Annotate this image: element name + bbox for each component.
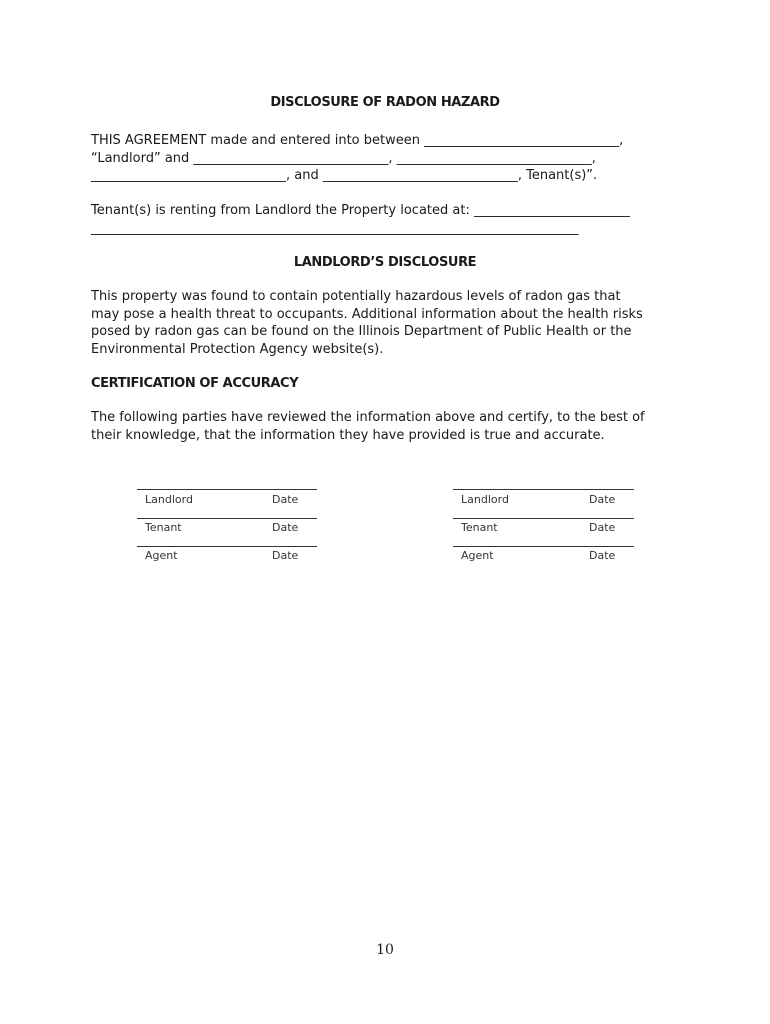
disclosure-paragraph <box>91 288 691 358</box>
disclosure-line: posed by radon gas can be found on the Illinois Department of Public Health or the <box>91 324 632 339</box>
certification-paragraph <box>91 409 691 444</box>
signature-role-label: Agent <box>461 549 494 562</box>
signature-line[interactable] <box>137 489 317 490</box>
signature-line[interactable] <box>453 518 634 519</box>
certification-line: their knowledge, that the information they have provided is true and accurate. <box>91 427 605 443</box>
signature-role-label: Agent <box>145 549 178 562</box>
disclosure-line: may pose a health threat to occupants. Additional information about the health risks <box>91 306 643 322</box>
signature-role-label: Landlord <box>145 493 193 506</box>
landlord-disclosure-heading: LANDLORD’S DISCLOSURE <box>293 255 477 270</box>
signature-line[interactable] <box>453 546 634 547</box>
signature-date-label: Date <box>589 493 616 506</box>
agreement-line-2: “Landlord” and ______________________________, ______________________________, <box>91 150 596 166</box>
signature-date-label: Date <box>272 521 299 534</box>
signature-role-label: Landlord <box>461 493 509 506</box>
property-line-2: ___________________________________________________________________________ <box>91 220 579 236</box>
signature-role-label: Tenant <box>145 521 182 534</box>
property-line-1: Tenant(s) is renting from Landlord the Property located at: ________________________ <box>91 203 630 218</box>
signature-date-label: Date <box>589 521 616 534</box>
agreement-paragraph <box>91 132 691 185</box>
document-title: DISCLOSURE OF RADON HAZARD <box>270 95 500 110</box>
signature-line[interactable] <box>453 489 634 490</box>
disclosure-line: This property was found to contain potentially hazardous levels of radon gas that <box>91 289 621 304</box>
signature-line[interactable] <box>137 518 317 519</box>
agreement-line-1: THIS AGREEMENT made and entered into between ______________________________, <box>91 133 624 148</box>
certification-heading: CERTIFICATION OF ACCURACY <box>91 376 299 391</box>
agreement-line-3: ______________________________, and ______________________________, Tenant(s)”. <box>91 168 598 183</box>
signature-date-label: Date <box>272 493 299 506</box>
disclosure-line: Environmental Protection Agency website(s). <box>91 341 384 357</box>
certification-line: The following parties have reviewed the information above and certify, to the best of <box>91 410 645 425</box>
signature-date-label: Date <box>589 549 616 562</box>
page-number: 10 <box>376 942 394 958</box>
property-paragraph <box>91 202 691 237</box>
signature-role-label: Tenant <box>461 521 498 534</box>
signature-line[interactable] <box>137 546 317 547</box>
signature-date-label: Date <box>272 549 299 562</box>
